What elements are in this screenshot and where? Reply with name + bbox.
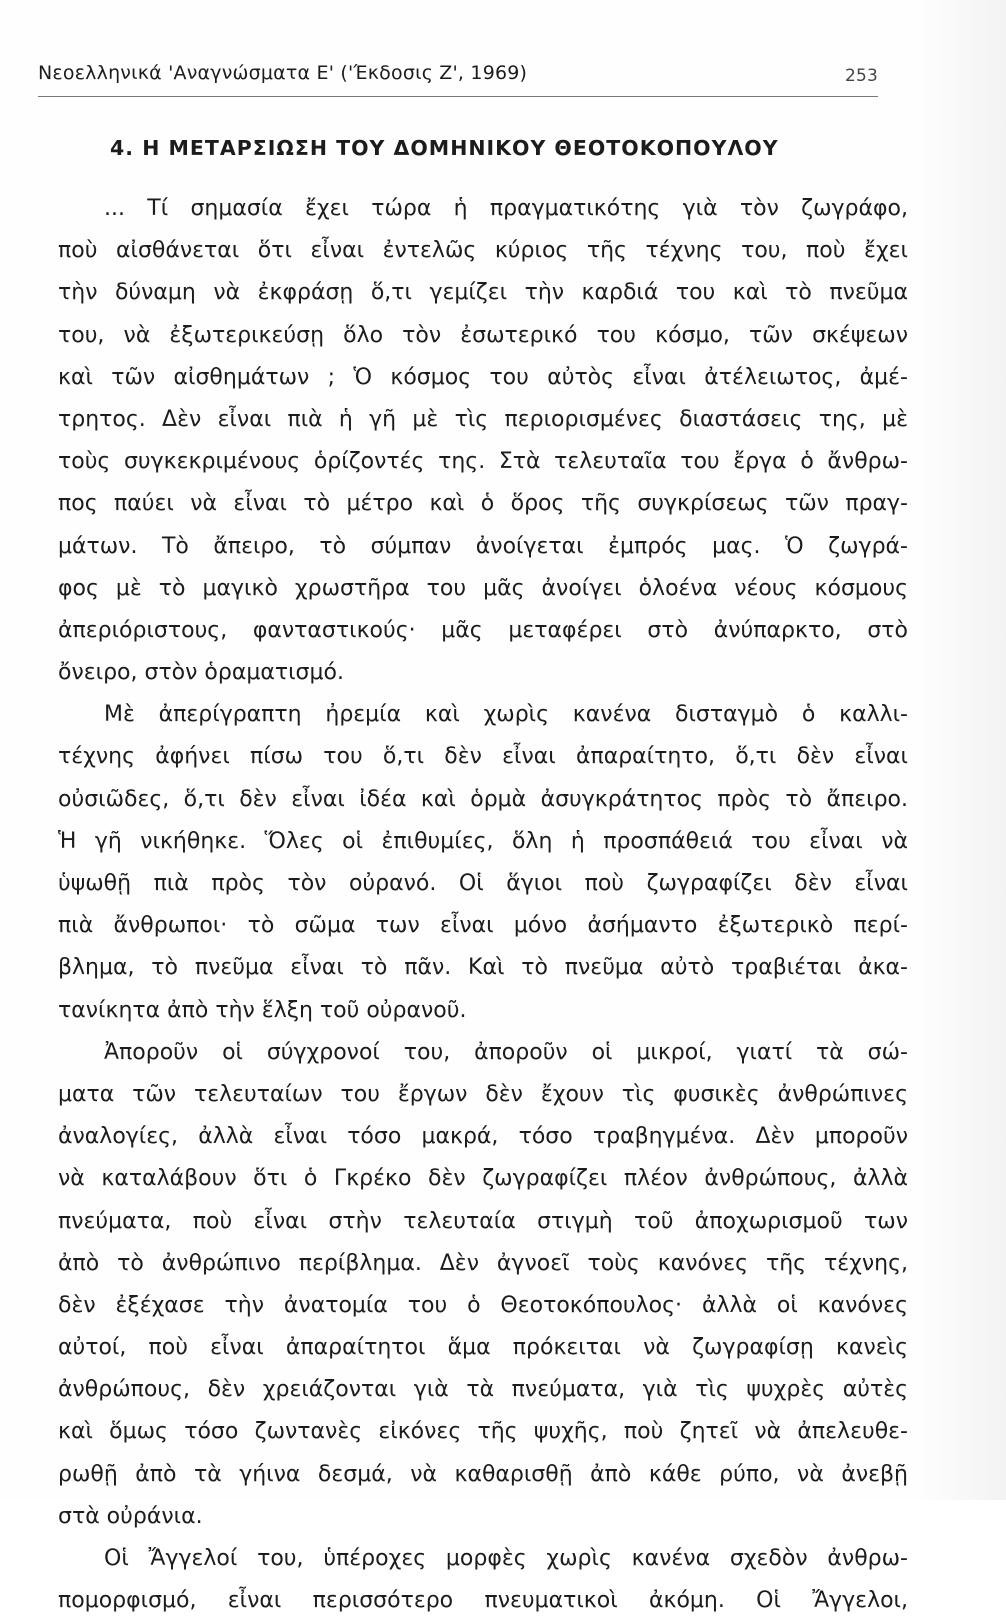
page-number: 253 (844, 66, 878, 86)
text-line: ποὺ αἰσθάνεται ὅτι εἶναι ἐντελῶς κύριος τῆς τέχνης του, ποὺ ἔχει (58, 238, 908, 264)
text-line: στὰ οὐράνια. (58, 1503, 203, 1529)
chapter-title: 4. Η ΜΕΤΑΡΣΙΩΣΗ ΤΟΥ ΔΟΜΗΝΙΚΟΥ ΘΕΟΤΟΚΟΠΟΥΛΟΥ (110, 136, 779, 160)
text-line: ὑψωθῇ πιὰ πρὸς τὸν οὐρανό. Οἱ ἅγιοι ποὺ ζωγραφίζει δὲν εἶναι (58, 871, 908, 896)
text-line: μάτων. Τὸ ἄπειρο, τὸ σύμπαν ἀνοίγεται ἐμπρός μας. Ὁ ζωγρά- (58, 533, 908, 559)
running-head-title: Νεοελληνικά 'Αναγνώσματα Ε' ('Έκδοσις Ζ', 1969) (38, 62, 528, 84)
text-line: Μὲ ἀπερίγραπτη ἠρεμία καὶ χωρὶς κανένα δισταγμὸ ὁ καλλι- (104, 702, 908, 728)
text-line: καὶ ὅμως τόσο ζωντανὲς εἰκόνες τῆς ψυχῆς, ποὺ ζητεῖ νὰ ἀπελευθε- (58, 1419, 908, 1445)
text-line: του, νὰ ἐξωτερικεύσῃ ὅλο τὸν ἐσωτερικό του κόσμο, τῶν σκέψεων (58, 322, 908, 348)
text-line: βλημα, τὸ πνεῦμα εἶναι τὸ πᾶν. Καὶ τὸ πνεῦμα αὐτὸ τραβιέται ἀκα- (58, 955, 908, 981)
text-line: Οἱ Ἄγγελοί του, ὑπέροχες μορφὲς χωρὶς κανένα σχεδὸν ἀνθρω- (104, 1546, 908, 1571)
text-line: πομορφισμό, εἶναι περισσότερο πνευματικοὶ ἀκόμη. Οἱ Ἄγγελοι, (58, 1588, 908, 1614)
text-line: ἀνθρώπους, δὲν χρειάζονται γιὰ τὰ πνεύματα, γιὰ τὶς ψυχρὲς αὐτὲς (58, 1377, 908, 1403)
text-line: ἀπὸ τὸ ἀνθρώπινο περίβλημα. Δὲν ἀγνοεῖ τοὺς κανόνες τῆς τέχνης, (58, 1250, 908, 1276)
text-line: φος μὲ τὸ μαγικὸ χρωστῆρα του μᾶς ἀνοίγει ὁλοένα νέους κόσμους (58, 575, 908, 601)
running-head (38, 60, 878, 94)
text-line: Ἀποροῦν οἱ σύγχρονοί του, ἀποροῦν οἱ μικροί, γιατί τὰ σώ- (104, 1039, 908, 1065)
header-rule (38, 96, 878, 97)
text-line: ἀπεριόριστους, φανταστικούς· μᾶς μεταφέρει στὸ ἀνύπαρκτο, στὸ (58, 617, 908, 643)
text-line: πνεύματα, ποὺ εἶναι στὴν τελευταία στιγμὴ τοῦ ἀποχωρισμοῦ των (58, 1208, 908, 1234)
text-line: ρωθῇ ἀπὸ τὰ γήινα δεσμά, νὰ καθαρισθῇ ἀπὸ κάθε ρύπο, νὰ ἀνεβῇ (58, 1461, 908, 1487)
text-line: αὐτοί, ποὺ εἶναι ἀπαραίτητοι ἅμα πρόκειται νὰ ζωγραφίσῃ κανεὶς (58, 1335, 908, 1361)
text-line: ὄνειρο, στὸν ὁραματισμό. (58, 660, 344, 686)
text-line: ματα τῶν τελευταίων του ἔργων δὲν ἔχουν τὶς φυσικὲς ἀνθρώπινες (58, 1081, 908, 1107)
text-line: ... Τί σημασία ἔχει τώρα ἡ πραγματικότης γιὰ τὸν ζωγράφο, (104, 196, 908, 221)
text-line: οὐσιῶδες, ὅ,τι δὲν εἶναι ἰδέα καὶ ὁρμὰ ἀσυγκράτητος πρὸς τὸ ἄπειρο. (58, 786, 908, 812)
text-line: τοὺς συγκεκριμένους ὁρίζοντές της. Στὰ τελευταῖα του ἔργα ὁ ἄνθρω- (58, 449, 908, 475)
text-line: πιὰ ἄνθρωποι· τὸ σῶμα των εἶναι μόνο ἀσήμαντο ἐξωτερικὸ περί- (58, 913, 908, 939)
text-line: ἀναλογίες, ἀλλὰ εἶναι τόσο μακρά, τόσο τραβηγμένα. Δὲν μποροῦν (58, 1124, 908, 1150)
text-line: Ἡ γῆ νικήθηκε. Ὅλες οἱ ἐπιθυμίες, ὅλη ἡ προσπάθειά του εἶναι νὰ (58, 828, 908, 854)
text-line: καὶ τῶν αἰσθημάτων ; Ὁ κόσμος του αὐτὸς εἶναι ἀτέλειωτος, ἀμέ- (58, 364, 908, 390)
text-line: τρητος. Δὲν εἶναι πιὰ ἡ γῆ μὲ τὶς περιορισμένες διαστάσεις της, μὲ (58, 406, 908, 432)
text-line: δὲν ἐξέχασε τὴν ἀνατομία του ὁ Θεοτοκόπουλος· ἀλλὰ οἱ κανόνες (58, 1292, 908, 1318)
text-line: νὰ καταλάβουν ὅτι ὁ Γκρέκο δὲν ζωγραφίζει πλέον ἀνθρώπους, ἀλλὰ (58, 1166, 908, 1192)
text-line: τὴν δύναμη νὰ ἐκφράσῃ ὅ,τι γεμίζει τὴν καρδιά του καὶ τὸ πνεῦμα (58, 280, 908, 306)
text-line: τέχνης ἀφήνει πίσω του ὅ,τι δὲν εἶναι ἀπαραίτητο, ὅ,τι δὲν εἶναι (58, 744, 908, 770)
text-line: τανίκητα ἀπὸ τὴν ἕλξη τοῦ οὐρανοῦ. (58, 997, 467, 1023)
page-edge-shade (916, 0, 1006, 1500)
text-line: πος παύει νὰ εἶναι τὸ μέτρο καὶ ὁ ὅρος τῆς συγκρίσεως τῶν πραγ- (58, 491, 908, 517)
body-text (58, 188, 908, 1622)
